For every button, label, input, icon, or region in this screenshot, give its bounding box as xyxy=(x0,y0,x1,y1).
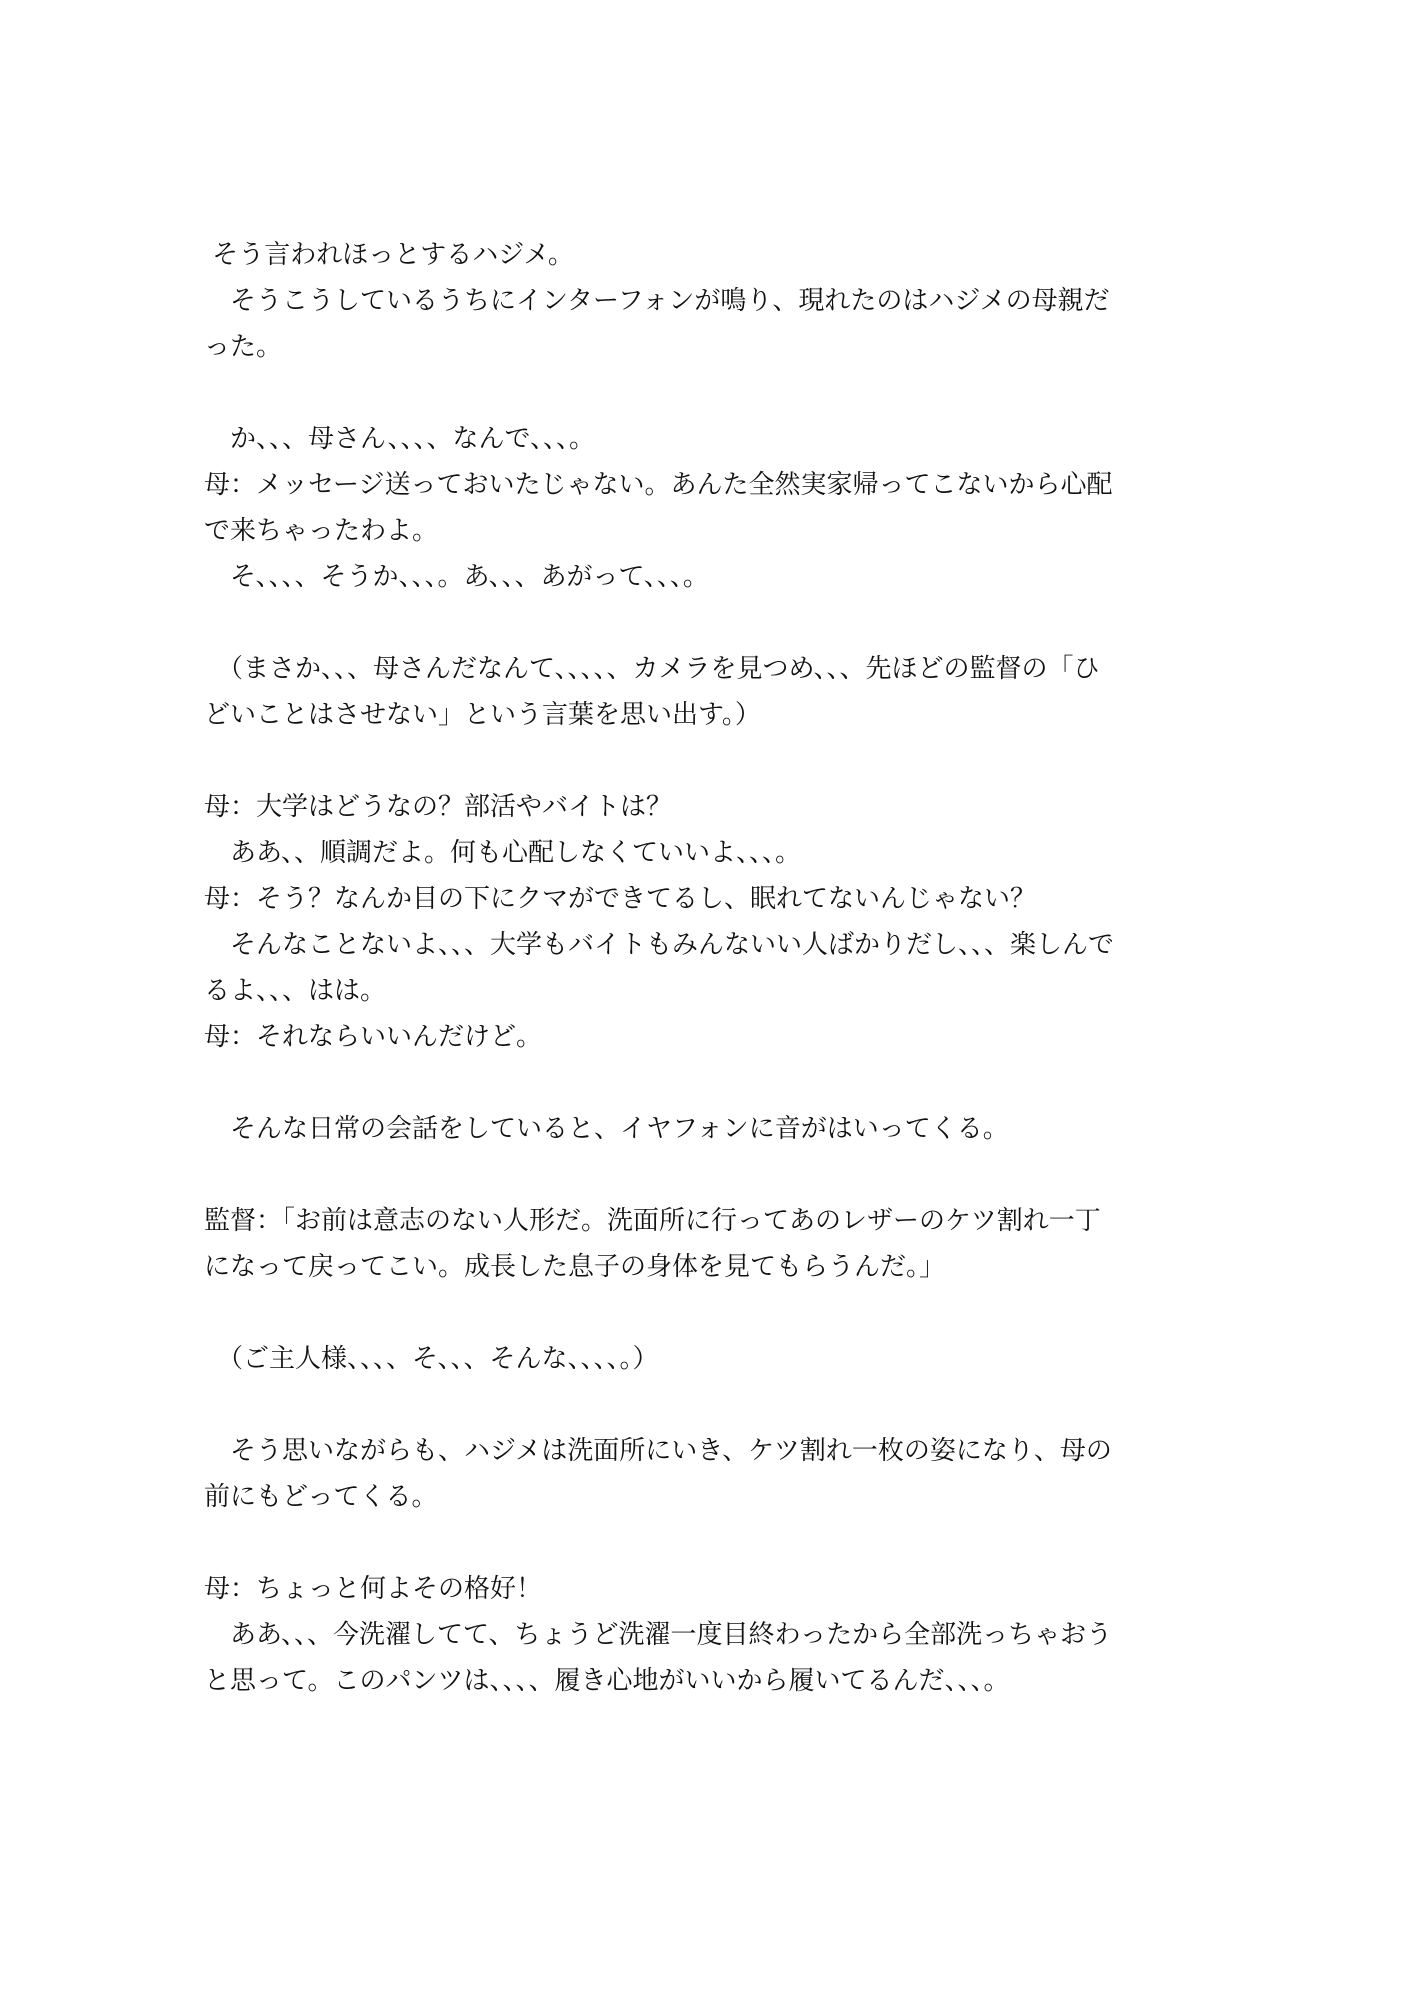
text-line: そんなことないよ、、、大学もバイトもみんないい人ばかりだし、、、楽しんで xyxy=(204,930,1115,960)
blank-line xyxy=(204,600,1324,646)
text-line: と思って。このパンツは、、、、履き心地がいいから履いてるんだ、、、。 xyxy=(204,1666,1010,1696)
text-line: ああ、、、今洗濯してて、ちょうど洗濯一度目終わったから全部洗っちゃおう xyxy=(204,1620,1113,1650)
blank-line xyxy=(204,370,1324,416)
text-line: ああ、、順調だよ。何も心配しなくていいよ、、、。 xyxy=(204,838,801,868)
text-line: った。 xyxy=(204,332,283,362)
text-line: そんな日常の会話をしていると、イヤフォンに音がはいってくる。 xyxy=(204,1114,1009,1144)
text-line: そう言われほっとするハジメ。 xyxy=(204,240,574,270)
text-line: 母：ちょっと何よその格好！ xyxy=(204,1574,543,1604)
blank-line xyxy=(204,1060,1324,1106)
text-line: （ご主人様、、、、そ、、、そんな、、、、。） xyxy=(204,1344,659,1374)
text-line: そう思いながらも、ハジメは洗面所にいき、ケツ割れ一枚の姿になり、母の xyxy=(204,1436,1112,1466)
text-line: どいことはさせない」という言葉を思い出す。） xyxy=(204,700,761,730)
blank-line xyxy=(204,1152,1324,1198)
text-line: 母：それならいいんだけど。 xyxy=(204,1022,543,1052)
text-line: 母：そう？なんか目の下にクマができてるし、眠れてないんじゃない？ xyxy=(204,884,1037,914)
text-line: 母：大学はどうなの？部活やバイトは？ xyxy=(204,792,673,822)
text-line: 監督：「お前は意志のない人形だ。洗面所に行ってあのレザーのケツ割れ一丁 xyxy=(204,1206,1101,1236)
text-line: 前にもどってくる。 xyxy=(204,1482,438,1512)
blank-line xyxy=(204,1382,1324,1428)
text-line: 母：メッセージ送っておいたじゃない。あんた全然実家帰ってこないから心配 xyxy=(204,470,1113,500)
text-line: で来ちゃったわよ。 xyxy=(204,516,439,546)
blank-line xyxy=(204,738,1324,784)
text-line: （まさか、、、母さんだなんて、、、、、カメラを見つめ、、、先ほどの監督の「ひ xyxy=(204,654,1100,684)
text-line: るよ、、、はは。 xyxy=(204,976,387,1006)
text-line: になって戻ってこい。成長した息子の身体を見てもらうんだ。」 xyxy=(204,1252,946,1282)
document-body xyxy=(204,232,1324,1704)
blank-line xyxy=(204,1290,1324,1336)
text-line: そ、、、、そうか、、、。あ、、、あがって、、、。 xyxy=(204,562,709,592)
text-line: か、、、母さん、、、、なんで、、、。 xyxy=(204,424,596,454)
blank-line xyxy=(204,1520,1324,1566)
text-line: そうこうしているうちにインターフォンが鳴り、現れたのはハジメの母親だ xyxy=(204,286,1110,316)
